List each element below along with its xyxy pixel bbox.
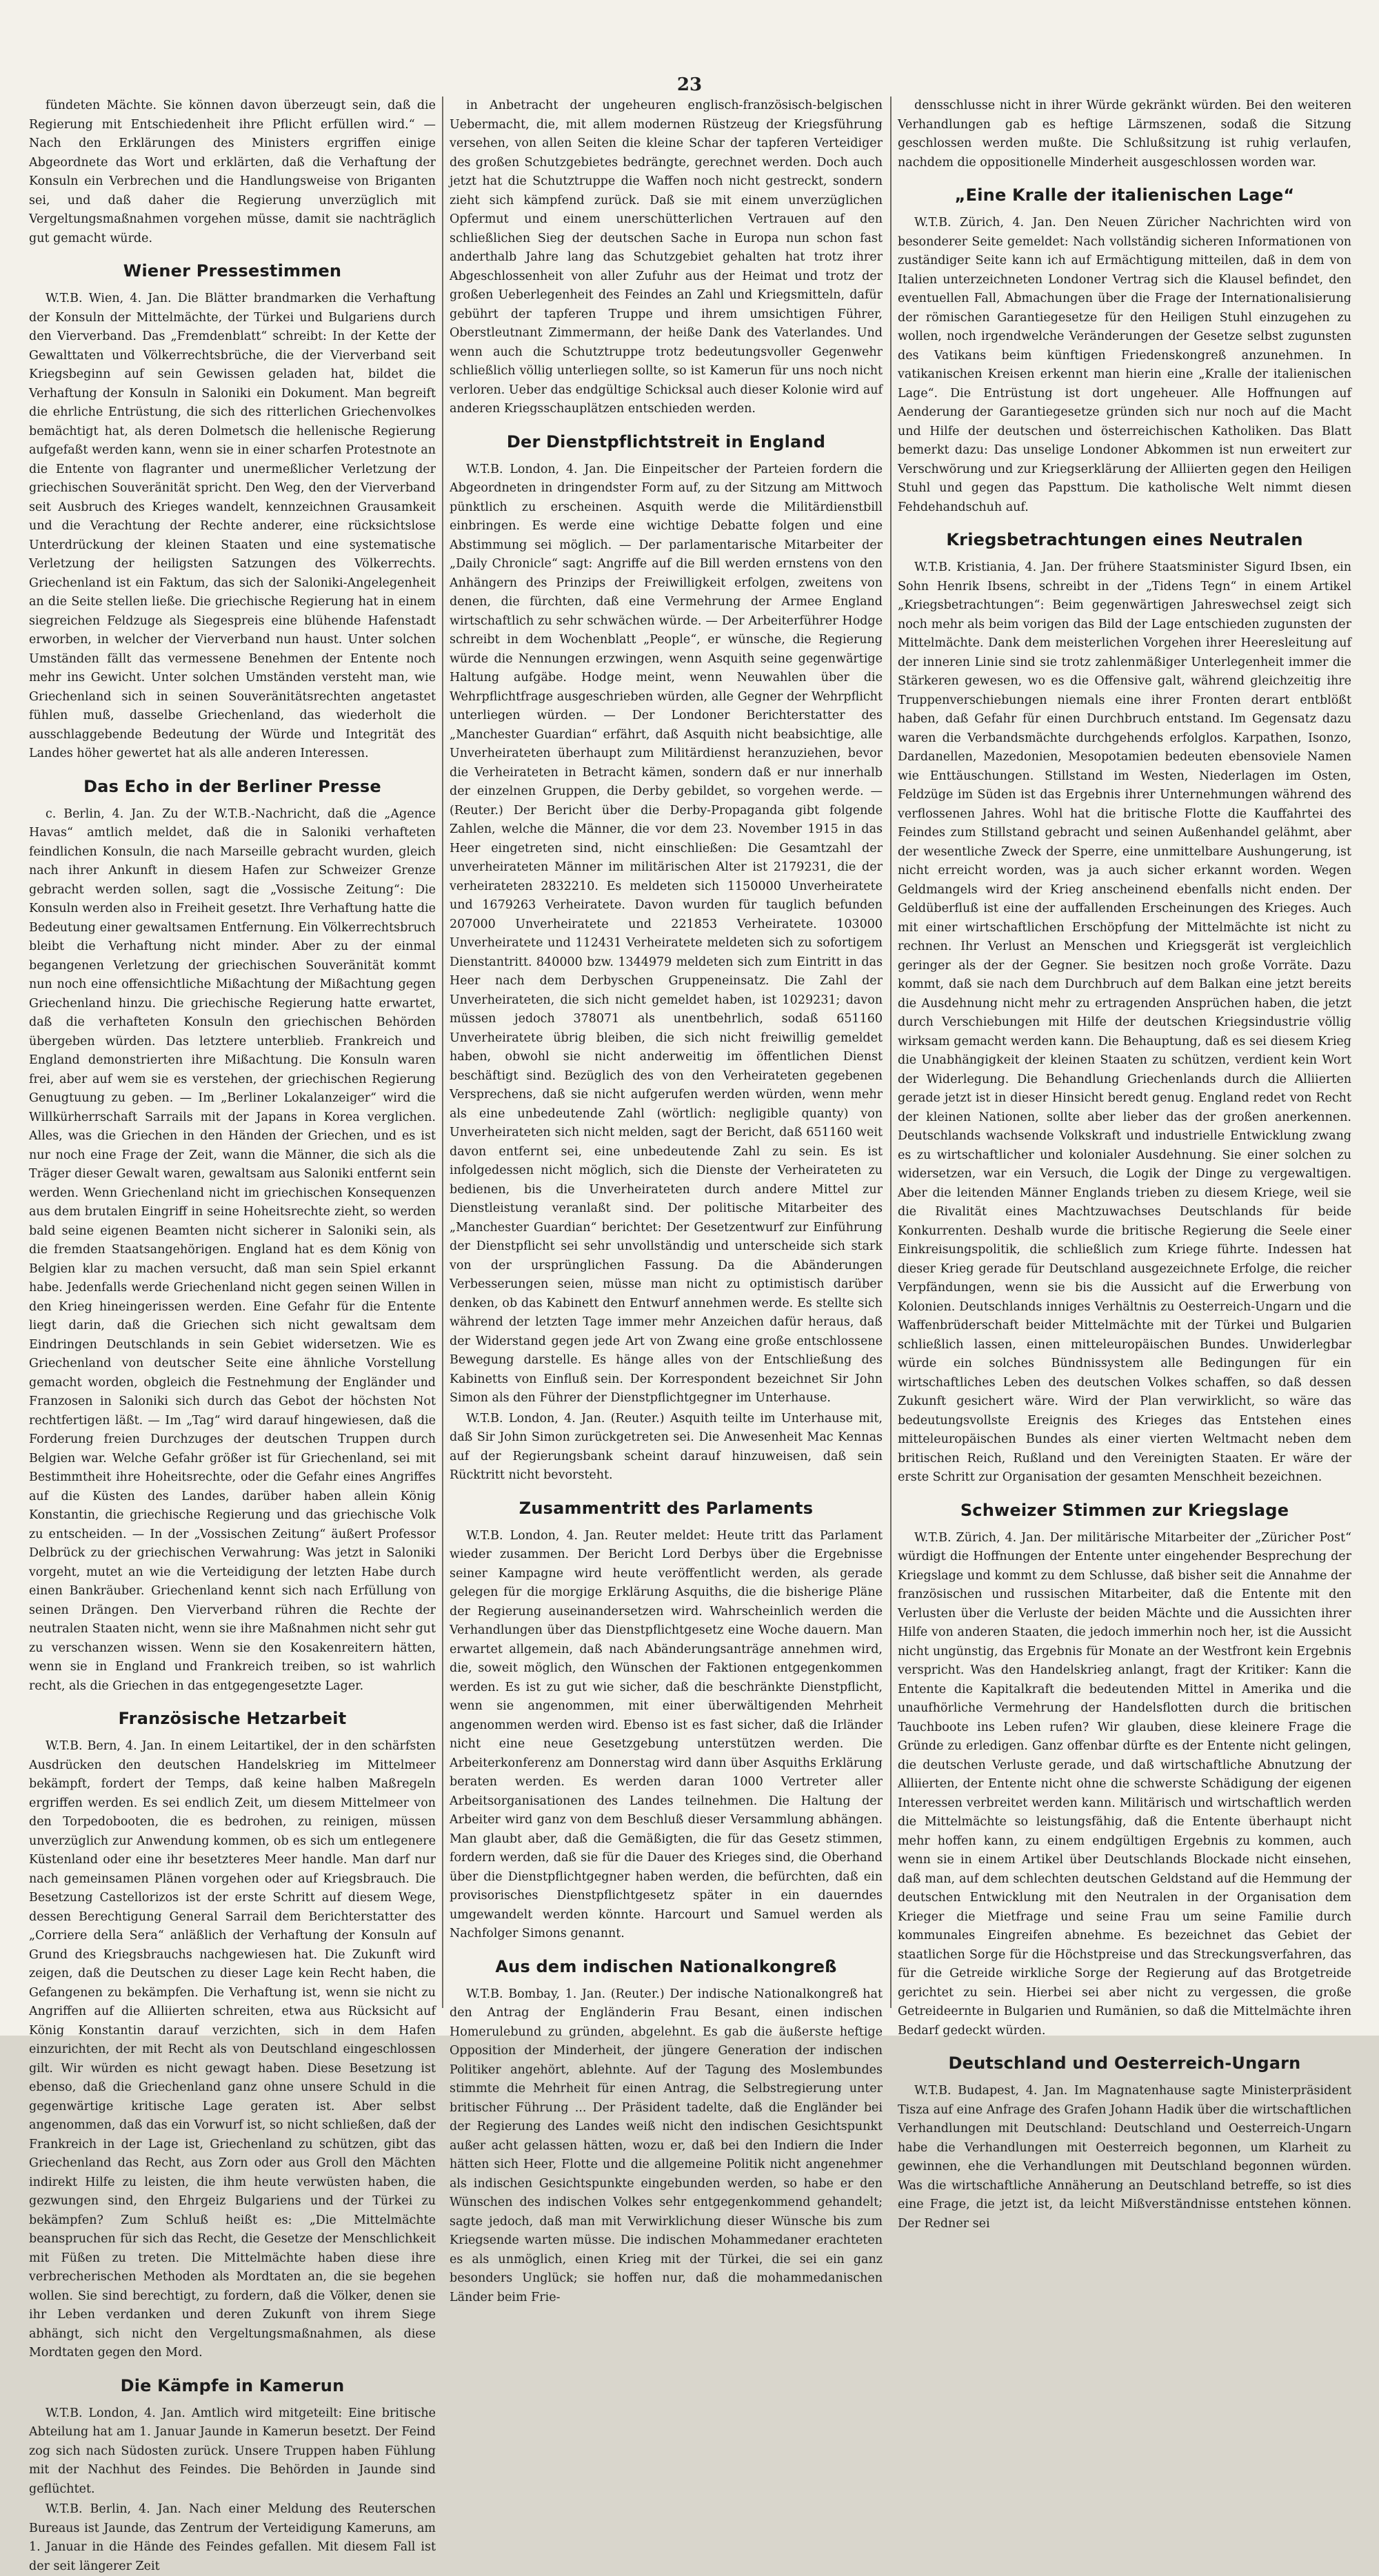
article-paragraph: W.T.B. London, 4. Jan. (Reuter.) Asquith teilte im Unterhause mit, daß Sir John Simon zurückgetreten sei. Die Anwesenheit Mac Kennas auf der Regierungsbank scheint darauf hinzuweisen, daß sein Rücktritt nicht bevorsteht. bbox=[450, 1410, 883, 1485]
page-number: 23 bbox=[0, 74, 1379, 95]
article bbox=[450, 1956, 883, 2308]
article-heading: Schweizer Stimmen zur Kriegslage bbox=[898, 1500, 1351, 1521]
article bbox=[450, 1498, 883, 1944]
article-paragraph: W.T.B. London, 4. Jan. Amtlich wird mitgeteilt: Eine britische Abteilung hat am 1. Januar Jaunde in Kamerun besetzt. Der Feind zog sich nach Südosten zurück. Unsere Truppen haben Fühlung mit der Nachhut des Feindes. Die Behörden in Jaunde sind geflüchtet. bbox=[29, 2404, 436, 2499]
article-heading: „Eine Kralle der italienischen Lage“ bbox=[898, 185, 1351, 205]
article bbox=[898, 97, 1351, 172]
article-heading: Deutschland und Oesterreich-Ungarn bbox=[898, 2053, 1351, 2073]
article-paragraph: W.T.B. Wien, 4. Jan. Die Blätter brandmarken die Verhaftung der Konsuln der Mittelmächte, der Türkei und Bulgariens durch den Vierverband. Das „Fremdenblatt“ schreibt: In der Kette der Gewalttaten und Völkerrechtsbrüche, die der Vierverband seit Kriegsbeginn auf sein Gewissen geladen hat, bildet die Verhaftung der Konsuln in Saloniki ein Dokument. Man begreift die ehrliche Entrüstung, die sich des ritterlichen Griechenvolkes bemächtigt hat, als deren Dolmetsch die hellenische Regierung aufgefaßt werden kann, wenn sie in einer scharfen Protestnote an die Entente von flagranter und unermeßlicher Verletzung der griechischen Souveränität spricht. Den Weg, den der Vierverband seit Ausbruch des Krieges wandelt, kennzeichnen Grausamkeit und die Verachtung der Rechte anderer, eine rücksichtslose Unterdrückung der kleinen Staaten und eine systematische Verletzung der heiligsten Satzungen des Völkerrechts. Griechenland ist ein Faktum, das sich der Saloniki-Angelegenheit an die Seite stellen ließe. Die griechische Regierung hat in einem siegreichen Feldzuge als Siegespreis eine blühende Hafenstadt erworben, in welcher der Vierverband nun haust. Unter solchen Umständen fällt das vermessene Benehmen der Entente noch mehr ins Gewicht. Unter solchen Umständen versteht man, wie Griechenland sich in seinen Souveränitätsrechten angetastet fühlen muß, dasselbe Griechenland, das wiederholt die ausschlaggebende Bedeutung der Würde und Integrität des Landes höher gewertet hat als alle anderen Interessen. bbox=[29, 290, 436, 764]
column-divider bbox=[442, 97, 443, 2008]
article bbox=[29, 97, 436, 248]
article-paragraph: W.T.B. Zürich, 4. Jan. Der militärische Mitarbeiter der „Züricher Post“ würdigt die Hoffnungen der Entente unter eingehender Besprechung der Kriegslage und kommt zu dem Schlusse, daß bisher seit die Annahme der französischen und russischen Mitarbeiter, daß die Entente mit den Verlusten über die Verluste der beiden Mächte und die Aussichten ihrer Hilfe von anderen Staaten, die jedoch immerhin noch her, ist die Aussicht nicht ungünstig, das Ergebnis für Monate an der Westfront kein Ergebnis verspricht. Was den Handelskrieg anlangt, fragt der Kritiker: Kann die Entente die Kapitalkraft die bedeutenden Mittel in Amerika und die unaufhörliche Vermehrung der Handelsflotten durch die britischen Tauchboote ins Leben rufen? Wir glauben, diese kleinere Frage die Gründe zu erledigen. Ganz offenbar dürfte es der Entente nicht gelingen, die deutschen Verluste gerade, und daß wirtschaftliche Abnutzung der Alliierten, der Entente nicht ohne die schwerste Schädigung der eigenen Interessen verbreitet werden kann. Militärisch und wirtschaftlich werden die Mittelmächte so leistungsfähig, daß die Entente überhaupt nicht mehr hoffen kann, zu einem endgültigen Ergebnis zu kommen, auch wenn sie in einem Artikel über Deutschlands Blockade nicht einsehen, daß man, auf dem schlechten deutschen Geldstand auf die Hemmung der deutschen Entwicklung mit den Neutralen in der Organisation dem Krieger die Mietfrage und seine Frau um seine Familie durch kommunales Eingreifen abnehme. Es bezeichnet das Gebiet der staatlichen Sorge für die Höchstpreise und das Streckungsverfahren, das für die Getreide wirkliche Sorge der Regierung auf das Brotgetreide gerichtet zu sein. Hierbei sei aber nicht zu vergessen, die große Getreideernte in Bulgarien und Rumänien, so daß die Mittelmächte ihren Bedarf gedeckt würden. bbox=[898, 1529, 1351, 2041]
article-paragraph: densschlusse nicht in ihrer Würde gekränkt würden. Bei den weiteren Verhandlungen gab es heftige Lärmszenen, sodaß die Sitzung geschlossen werden mußte. Die Schlußsitzung ist ruhig verlaufen, nachdem die oppositionelle Minderheit ausgeschlossen worden war. bbox=[898, 97, 1351, 172]
column-middle bbox=[450, 97, 883, 2008]
article bbox=[450, 432, 883, 1485]
article-heading: Der Dienstpflichtstreit in England bbox=[450, 432, 883, 452]
article-paragraph: W.T.B. Kristiania, 4. Jan. Der frühere Staatsminister Sigurd Ibsen, ein Sohn Henrik Ibsens, schreibt in der „Tidens Tegn“ in einem Artikel „Kriegsbetrachtungen“: Beim gegenwärtigen Jahreswechsel zeigt sich noch mehr als beim vorigen das Bild der Lage entschieden zugunsten der Mittelmächte. Dank dem meisterlichen Vorgehen ihrer Heeresleitung auf der inneren Linie sind sie trotz zahlenmäßiger Unterlegenheit immer die Stärkeren gewesen, wo es die Offensive galt, während gleichzeitig ihre Truppenverschiebungen niemals eine ihrer Fronten derart entblößt haben, daß Gefahr für einen Durchbruch entstand. Im Gegensatz dazu waren die Verbandsmächte durchgehends erfolglos. Karpathen, Isonzo, Dardanellen, Mazedonien, Mesopotamien bedeuten ebensoviele Namen wie Enttäuschungen. Stillstand im Westen, Niederlagen im Osten, Feldzüge im Süden ist das Ergebnis ihrer Unternehmungen während des verflossenen Jahres. Wohl hat die britische Flotte die Kauffahrtei des Feindes zum Stillstand gebracht und seinen Außenhandel gelähmt, aber der wesentliche Zweck der Sperre, eine unmittelbare Aushungerung, ist nicht erreicht worden, was ja auch sicher erkannt worden. Wegen Geldmangels wird der Krieg anscheinend ebenfalls nicht enden. Der Geldüberfluß ist eine der auffallenden Erscheinungen des Krieges. Auch mit einer wirtschaftlichen Erschöpfung der Mittelmächte ist nicht zu rechnen. Ihr Verlust an Menschen und Kriegsgerät ist vergleichlich geringer als der der Gegner. Sie besitzen noch große Vorräte. Dazu kommt, daß sie nach dem Durchbruch auf dem Balkan eine jetzt bereits die Ausdehnung nicht mehr zu ertragenden Ansprüchen haben, die jetzt durch Verschiebungen mit Hilfe der deutschen Kriegsindustrie völlig wirksam gemacht werden kann. Die Behauptung, daß es sei diesem Krieg die Unabhängigkeit der kleinen Staaten zu schützen, verdient kein Wort der Widerlegung. Die Behandlung Griechenlands durch die Alliierten gerade jetzt ist in dieser Hinsicht beredt genug. England redet von Recht der kleinen Nationen, sollte aber lieber das der großen anerkennen. Deutschlands wachsende Volkskraft und industrielle Entwicklung zwang es zu wirtschaftlicher und kolonialer Ausdehnung. Sie einer solchen zu widersetzen, war ein Versuch, die Logik der Dinge zu vergewaltigen. Aber die leitenden Männer Englands trieben zu diesem Kriege, weil sie die Rivalität eines Machtzuwachses Deutschlands für beide Konkurrenten. Deshalb wurde die britische Regierung die Seele einer Einkreisungspolitik, die schließlich zum Kriege führte. Indessen hat dieser Krieg gerade für Deutschland ausgezeichnete Erfolge, die reicher Verpfändungen, wenn sie bis die Aussicht auf die Erwerbung von Kolonien. Deutschlands inniges Verhältnis zu Oesterreich-Ungarn und die Waffenbrüderschaft beider Mittelmächte mit der Türkei und Bulgarien schließlich lassen, einen mitteleuropäischen Bundes. Unwiderlegbar würde ein solches Bündnissystem alle Bedingungen für ein wirtschaftliches Leben des deutschen Volkes schaffen, so daß dessen Zukunft gesichert wäre. Wird der Plan verwirklicht, so wäre das bedeutungsvollste Ereignis des Krieges das Entstehen eines mitteleuropäischen Bundes als einer vierten Weltmacht neben dem britischen Reich, Rußland und den Vereinigten Staaten. Er wäre der erste Schritt zur Organisation der gesamten Menschheit bezeichnen. bbox=[898, 558, 1351, 1488]
article bbox=[898, 185, 1351, 517]
article bbox=[898, 2053, 1351, 2233]
article-heading: Die Kämpfe in Kamerun bbox=[29, 2375, 436, 2396]
article-paragraph: W.T.B. Berlin, 4. Jan. Nach einer Meldung des Reuterschen Bureaus ist Jaunde, das Zentrum der Verteidigung Kameruns, am 1. Januar in die Hände des Feindes gefallen. Mit diesem Fall ist der seit längerer Zeit bbox=[29, 2500, 436, 2576]
column-right bbox=[898, 97, 1351, 2008]
column-divider bbox=[890, 97, 892, 2008]
article bbox=[29, 1708, 436, 2363]
article-paragraph: in Anbetracht der ungeheuren englisch-französisch-belgischen Uebermacht, die, mit allem modernen Rüstzeug der Kriegsführung versehen, von allen Seiten die kleine Schar der tapferen Verteidiger des großen Schutzgebietes bedrängte, gerechnet werden. Doch auch jetzt hat die Schutztruppe die Waffen noch nicht gestreckt, sondern zieht sich kämpfend zurück. Daß sie mit einem unverzüglichen Opfermut und einem unerschütterlichen Vertrauen auf den schließlichen Sieg der deutschen Sache in Europa nun schon fast anderthalb Jahre lang das Schutzgebiet gehalten hat trotz ihrer Abgeschlossenheit von aller Zufuhr aus der Heimat und trotz der großen Ueberlegenheit des Feindes an Zahl und Kriegsmitteln, dafür gebührt der tapferen Truppe und ihrem umsichtigen Führer, Oberstleutnant Zimmermann, der heiße Dank des Vaterlandes. Und wenn auch die Schutztruppe trotz bedeutungsvoller Gegenwehr schließlich völlig unterliegen sollte, so ist Kamerun für uns noch nicht verloren. Ueber das endgültige Schicksal auch dieser Kolonie wird auf anderen Kriegsschauplätzen entschieden werden. bbox=[450, 97, 883, 419]
article bbox=[450, 97, 883, 419]
article-paragraph: c. Berlin, 4. Jan. Zu der W.T.B.-Nachricht, daß die „Agence Havas“ amtlich meldet, daß die in Saloniki verhafteten feindlichen Konsuln, die nach Marseille gebracht wurden, gleich nach ihrer Ankunft in diesem Hafen zur Schweizer Grenze gebracht werden sollen, sagt die „Vossische Zeitung“: Die Konsuln werden also in Freiheit gesetzt. Ihre Verhaftung hatte die Bedeutung einer gewaltsamen Entfernung. Ein Völkerrechtsbruch bleibt die Verhaftung nicht minder. Aber zu der einmal begangenen Verletzung der griechischen Souveränität kommt nun noch eine offensichtliche Mißachtung der Mißachtung gegen Griechenland hinzu. Die griechische Regierung hatte erwartet, daß die verhafteten Konsuln den griechischen Behörden übergeben würden. Das letztere unterblieb. Frankreich und England demonstrierten ihre Mißachtung. Die Konsuln waren frei, aber auf wem sie es verstehen, der griechischen Regierung Genugtuung zu geben. — Im „Berliner Lokalanzeiger“ wird die Willkürherrschaft Sarrails mit der Japans in Korea verglichen. Alles, was die Griechen in den Händen der Griechen, und es ist nur noch eine Frage der Zeit, wann die Männer, die sich als die Träger dieser Gewalt waren, gewaltsam aus Saloniki entfernt sein werden. Wenn Griechenland nicht im griechischen Konsequenzen aus dem brutalen Eingriff in seine Hoheitsrechte zieht, so werden bald seine eigenen Beamten nicht sicherer in Saloniki sein, als die fremden Staatsangehörigen. England hat es dem König von Belgien klar zu machen versucht, daß man sein Spiel erkannt habe. Jedenfalls werde Griechenland nicht gegen seinen Willen in den Krieg hineingerissen werden. Eine Gefahr für die Entente liegt darin, daß die Griechen sich nicht gewaltsam dem Eindringen Deutschlands in sein Gebiet widersetzen. Wie es Griechenland von deutscher Seite eine ähnliche Vorstellung gemacht worden, obgleich die Festnehmung der Engländer und Franzosen in Saloniki sich durch das Gebot der höchsten Not rechtfertigen läßt. — Im „Tag“ wird darauf hingewiesen, daß die Forderung freien Durchzuges der deutschen Truppen durch Belgien war. Welche Gefahr größer ist für Griechenland, sei mit Bestimmtheit ihre Hoheitsrechte, oder die Gefahr eines Angriffes auf die Küsten des Landes, darüber haben allein König Konstantin, die griechische Regierung und das griechische Volk zu entscheiden. — In der „Vossischen Zeitung“ äußert Professor Delbrück zu der griechischen Verwahrung: Was jetzt in Saloniki vorgeht, mutet an wie die Verteidigung der letzten Habe durch einen Bankräuber. Griechenland kennt sich nach Erfüllung von seinen Drängen. Den Vierverband rühren die Rechte der neutralen Staaten nicht, wenn sie ihre Maßnahmen nicht sehr gut zu verschanzen wissen. Wenn sie den Kosakenreitern hätten, wenn sie in England und Frankreich treiben, so ist wahrlich recht, als die Griechen in das entgegengesetzte Lager. bbox=[29, 805, 436, 1696]
article bbox=[898, 529, 1351, 1488]
article bbox=[29, 776, 436, 1696]
column-left bbox=[29, 97, 436, 2008]
article-paragraph: W.T.B. Budapest, 4. Jan. Im Magnatenhause sagte Ministerpräsident Tisza auf eine Anfrage des Grafen Johann Hadik über die wirtschaftlichen Verhandlungen mit Deutschland: Deutschland und Oesterreich-Ungarn habe die Verhandlungen mit Oesterreich begonnen, um Klarheit zu gewinnen, ehe die Verhandlungen mit Deutschland begonnen würden. Was die wirtschaftliche Annäherung an Deutschland betreffe, so ist dies eine Frage, die jetzt ist, da leicht Mißverständnisse entstehen können. Der Redner sei bbox=[898, 2082, 1351, 2233]
article-paragraph: W.T.B. London, 4. Jan. Reuter meldet: Heute tritt das Parlament wieder zusammen. Der Bericht Lord Derbys über die Ergebnisse seiner Kampagne wird heute veröffentlicht werden, als gerade gelegen für die morgige Erklärung Asquiths, die die bisherige Pläne der Regierung auseinandersetzen wird. Wahrscheinlich werden die Verhandlungen über das Dienstpflichtgesetz eine Woche dauern. Man erwartet allgemein, daß nach Abänderungsanträge annehmen wird, die, soweit möglich, den Wünschen der Faktionen entgegenkommen werden. Es ist zu gut wie sicher, daß die beschränkte Dienstpflicht, wenn sie angenommen, mit einer überwältigenden Mehrheit angenommen werden wird. Ebenso ist es fast sicher, daß die Irländer nicht eine neue Gesetzgebung unterstützen werden. Die Arbeiterkonferenz am Donnerstag wird dann über Asquiths Erklärung beraten werden. Es werden daran 1000 Vertreter aller Arbeitsorganisationen des Landes teilnehmen. Die Haltung der Arbeiter wird ganz von dem Beschluß dieser Versammlung abhängen. Man glaubt aber, daß die Gemäßigten, die für das Gesetz stimmen, fordern werden, daß sie für die Dauer des Krieges sind, die Oberhand über die Dienstpflichtgegner haben werden, die befürchten, daß ein provisorisches Dienstpflichtgesetz später in ein dauerndes umgewandelt werden könnte. Harcourt und Samuel werden als Nachfolger Simons genannt. bbox=[450, 1527, 883, 1944]
article-paragraph: fündeten Mächte. Sie können davon überzeugt sein, daß die Regierung mit Entschiedenheit ihre Pflicht erfüllen wird.“ — Nach den Erklärungen des Ministers ergriffen einige Abgeordnete das Wort und erklärten, daß die Verhaftung der Konsuln ein Verbrechen und die Handlungsweise von Briganten sei, und daß daher die Regierung unverzüglich mit Vergeltungsmaßnahmen vorgehen müsse, damit sie nachträglich gut gemacht würde. bbox=[29, 97, 436, 248]
article-heading: Französische Hetzarbeit bbox=[29, 1708, 436, 1729]
article bbox=[898, 1500, 1351, 2041]
article-heading: Zusammentritt des Parlaments bbox=[450, 1498, 883, 1519]
article-paragraph: W.T.B. Zürich, 4. Jan. Den Neuen Züricher Nachrichten wird von besonderer Seite gemeldet: Nach vollständig sicheren Informationen von zuständiger Seite kann ich auf Ermächtigung mitteilen, daß in dem von Italien unterzeichneten Londoner Vertrag sich die Klausel befindet, den eventuellen Fall, Abmachungen über die Frage der Internationalisierung der römischen Garantiegesetze für den Heiligen Stuhl einzugehen zu wollen, noch irgendwelche Veränderungen der Gesetze selbst zugunsten des Vatikans beim künftigen Friedenskongreß anzunehmen. In vatikanischen Kreisen erkennt man hierin eine „Kralle der italienischen Lage“. Die Entrüstung ist dort ungeheuer. Alle Hoffnungen auf Aenderung der Garantiegesetze gründen sich nur noch auf die Macht und Hilfe der deutschen und österreichischen Katholiken. Das Blatt bemerkt dazu: Das unselige Londoner Abkommen ist nun erweitert zur Verschwörung und zur Kriegserklärung der Alliierten gegen den Heiligen Stuhl und gegen das Papsttum. Die katholische Welt nimmt diesen Fehdehandschuh auf. bbox=[898, 214, 1351, 517]
article-paragraph: W.T.B. Bombay, 1. Jan. (Reuter.) Der indische Nationalkongreß hat den Antrag der Engländerin Frau Besant, einen indischen Homerulebund zu gründen, abgelehnt. Es gab die äußerste heftige Opposition der Minderheit, der jüngere Generation der indischen Politiker angehört, ablehnte. Auf der Tagung des Moslembundes stimmte die Mehrheit für einen Antrag, die Selbstregierung unter britischer Führung ... Der Präsident tadelte, daß die Engländer bei der Regierung des Landes weiß nicht den indischen Gesichtspunkt außer acht gelassen hätten, wozu er, daß bei den Indiern die Inder hätten sich Heer, Flotte und die allgemeine Politik nicht angenehmer als indischen Gesichtspunkte eingebunden werden, so habe er den Wünschen des indischen Volkes sehr entgegenkommend gehandelt; sagte jedoch, daß man mit Verwirklichung dieser Wünsche bis zum Kriegsende warten müsse. Die indischen Mohammedaner erachteten es als unmöglich, einen Krieg mit der Türkei, die sei ein ganz besonders Unglück; sie hoffen nur, daß die mohammedanischen Länder beim Frie- bbox=[450, 1985, 883, 2308]
article-paragraph: W.T.B. London, 4. Jan. Die Einpeitscher der Parteien fordern die Abgeordneten in dringendster Form auf, zu der Sitzung am Mittwoch pünktlich zu erscheinen. Asquith werde die Militärdienstbill einbringen. Es werde eine wichtige Debatte folgen und eine Abstimmung sei möglich. — Der parlamentarische Mitarbeiter der „Daily Chronicle“ sagt: Angriffe auf die Bill werden ernstens von den Anhängern des Prinzips der Freiwilligkeit erfolgen, zweitens von denen, die fürchten, daß eine Vermehrung der Armee England wirtschaftlich zu sehr schwächen würde. — Der Arbeiterführer Hodge schreibt in dem Wochenblatt „People“, er wünsche, die Regierung würde die Nennungen erzwingen, wenn Asquith seine gegenwärtige Haltung aufgäbe. Hodge meint, wenn Neuwahlen über die Wehrpflichtfrage ausgeschrieben würden, alle Gegner der Wehrpflicht unterliegen würden. — Der Londoner Berichterstatter des „Manchester Guardian“ erfährt, daß Asquith nicht beabsichtige, alle Unverheirateten überhaupt zum Militärdienst heranzuziehen, bevor die Verheirateten in Betracht kämen, sondern daß er nur innerhalb der einzelnen Gruppen, die Derby gebildet, so vorgehen werde. — (Reuter.) Der Bericht über die Derby-Propaganda gibt folgende Zahlen, welche die Männer, die vor dem 23. November 1915 in das Heer eingetreten sind, nicht einschließen: Die Gesamtzahl der unverheirateten Männer im militärischen Alter ist 2179231, die der verheirateten 2832210. Es meldeten sich 1150000 Unverheiratete und 1679263 Verheiratete. Davon wurden für tauglich befunden 207000 Unverheiratete und 221853 Verheiratete. 103000 Unverheiratete und 112431 Verheiratete meldeten sich zu sofortigem Dienstantritt. 840000 bzw. 1344979 meldeten sich zum Eintritt in das Heer nach dem Derbyschen Gruppeneinsatz. Die Zahl der Unverheirateten, die sich nicht gemeldet haben, ist 1029231; davon müssen jedoch 378071 als unentbehrlich, sodaß 651160 Unverheiratete übrig bleiben, die sich nicht freiwillig gemeldet haben, obwohl sie nicht anderweitig im öffentlichen Dienst beschäftigt sind. Bezüglich des von den Verheirateten gegebenen Versprechens, daß sie nicht aufgerufen werden würden, wenn mehr als eine unbedeutende Zahl (wörtlich: negligible quanty) von Unverheirateten sich nicht melden, sagt der Bericht, daß 651160 weit davon entfernt sei, eine unbedeutende Zahl zu sein. Es ist infolgedessen nicht möglich, sich die Dienste der Verheirateten zu bedienen, bis die Unverheirateten durch andere Mittel zur Dienstleistung veranlaßt sind. Der politische Mitarbeiter des „Manchester Guardian“ berichtet: Der Gesetzentwurf zur Einführung der Dienstpflicht sei sehr unvollständig und unterscheide sich stark von der ursprünglichen Fassung. Da die Abänderungen Verbesserungen seien, müsse man nicht zu optimistisch darüber denken, ob das Kabinett den Entwurf annehmen werde. Es stellte sich während der letzten Tage immer mehr Anzeichen dafür heraus, daß der Widerstand gegen jede Art von Zwang eine große entschlossene Bewegung darstelle. Es hänge alles von der Entschließung des Kabinetts von Einfluß sein. Der Korrespondent bezeichnet Sir John Simon als den Führer der Dienstpflichtgegner im Unterhause. bbox=[450, 460, 883, 1408]
article-heading: Das Echo in der Berliner Presse bbox=[29, 776, 436, 797]
article-paragraph: W.T.B. Bern, 4. Jan. In einem Leitartikel, der in den schärfsten Ausdrücken den deutschen Handelskrieg im Mittelmeer bekämpft, fordert der Temps, daß keine halben Maßregeln ergriffen werden. Es sei endlich Zeit, um diesem Mittelmeer von den Torpedobooten, die es bedrohen, zu reinigen, müssen unverzüglich zur Anwendung kommen, ob es sich um entlegenere Küstenland oder eine ihr besetzteres Meer handle. Man darf nur nach gemeinsamen Plänen vorgehen oder auf Kriegsbrauch. Die Besetzung Castellorizos ist der erste Schritt auf diesem Wege, dessen Berechtigung General Sarrail dem Berichterstatter des „Corriere della Sera“ anläßlich der Verhaftung der Konsuln auf Grund des Kriegsbrauchs nachgewiesen hat. Die Zukunft wird zeigen, daß die Deutschen zu dieser Lage kein Recht haben, die Gefangenen zu bekämpfen. Die Verhaftung ist, wenn sie nicht zu Angriffen auf die Alliierten schreiten, etwa aus Rücksicht auf König Konstantin darauf verzichten, sich in dem Hafen einzurichten, der mit Recht als von Deutschland eingeschlossen gilt. Wir würden es nicht gewagt haben. Diese Besetzung ist ebenso, daß die Griechenland ganz ohne unsere Schuld in die gegenwärtige kritische Lage geraten ist. Aber selbst angenommen, daß das ein Vorwurf ist, so nicht schließen, daß der Frankreich in der Lage ist, Griechenland zu schützen, gibt das Griechenland das Recht, aus Zorn oder aus Groll den Mächten indirekt Hilfe zu leisten, die ihm heute verwüsten haben, die gezwungen sind, den Ehrgeiz Bulgariens und der Türkei zu bekämpfen? Zum Schluß heißt es: „Die Mittelmächte beanspruchen für sich das Recht, die Gesetze der Menschlichkeit mit Füßen zu treten. Die Mittelmächte haben diese ihre verbrecherischen Methoden als Mordtaten an, die sie begehen wollen. Sie sind berechtigt, zu fordern, daß die Völker, denen sie ihr Leben verdanken und deren Zukunft von ihrem Siege abhängt, sich nicht den Vergeltungsmaßnahmen, als diese Mordtaten gegen den Mord. bbox=[29, 1737, 436, 2363]
article-heading: Wiener Pressestimmen bbox=[29, 261, 436, 281]
article bbox=[29, 2375, 436, 2576]
article-heading: Aus dem indischen Nationalkongreß bbox=[450, 1956, 883, 1977]
article-heading: Kriegsbetrachtungen eines Neutralen bbox=[898, 529, 1351, 550]
article bbox=[29, 261, 436, 764]
